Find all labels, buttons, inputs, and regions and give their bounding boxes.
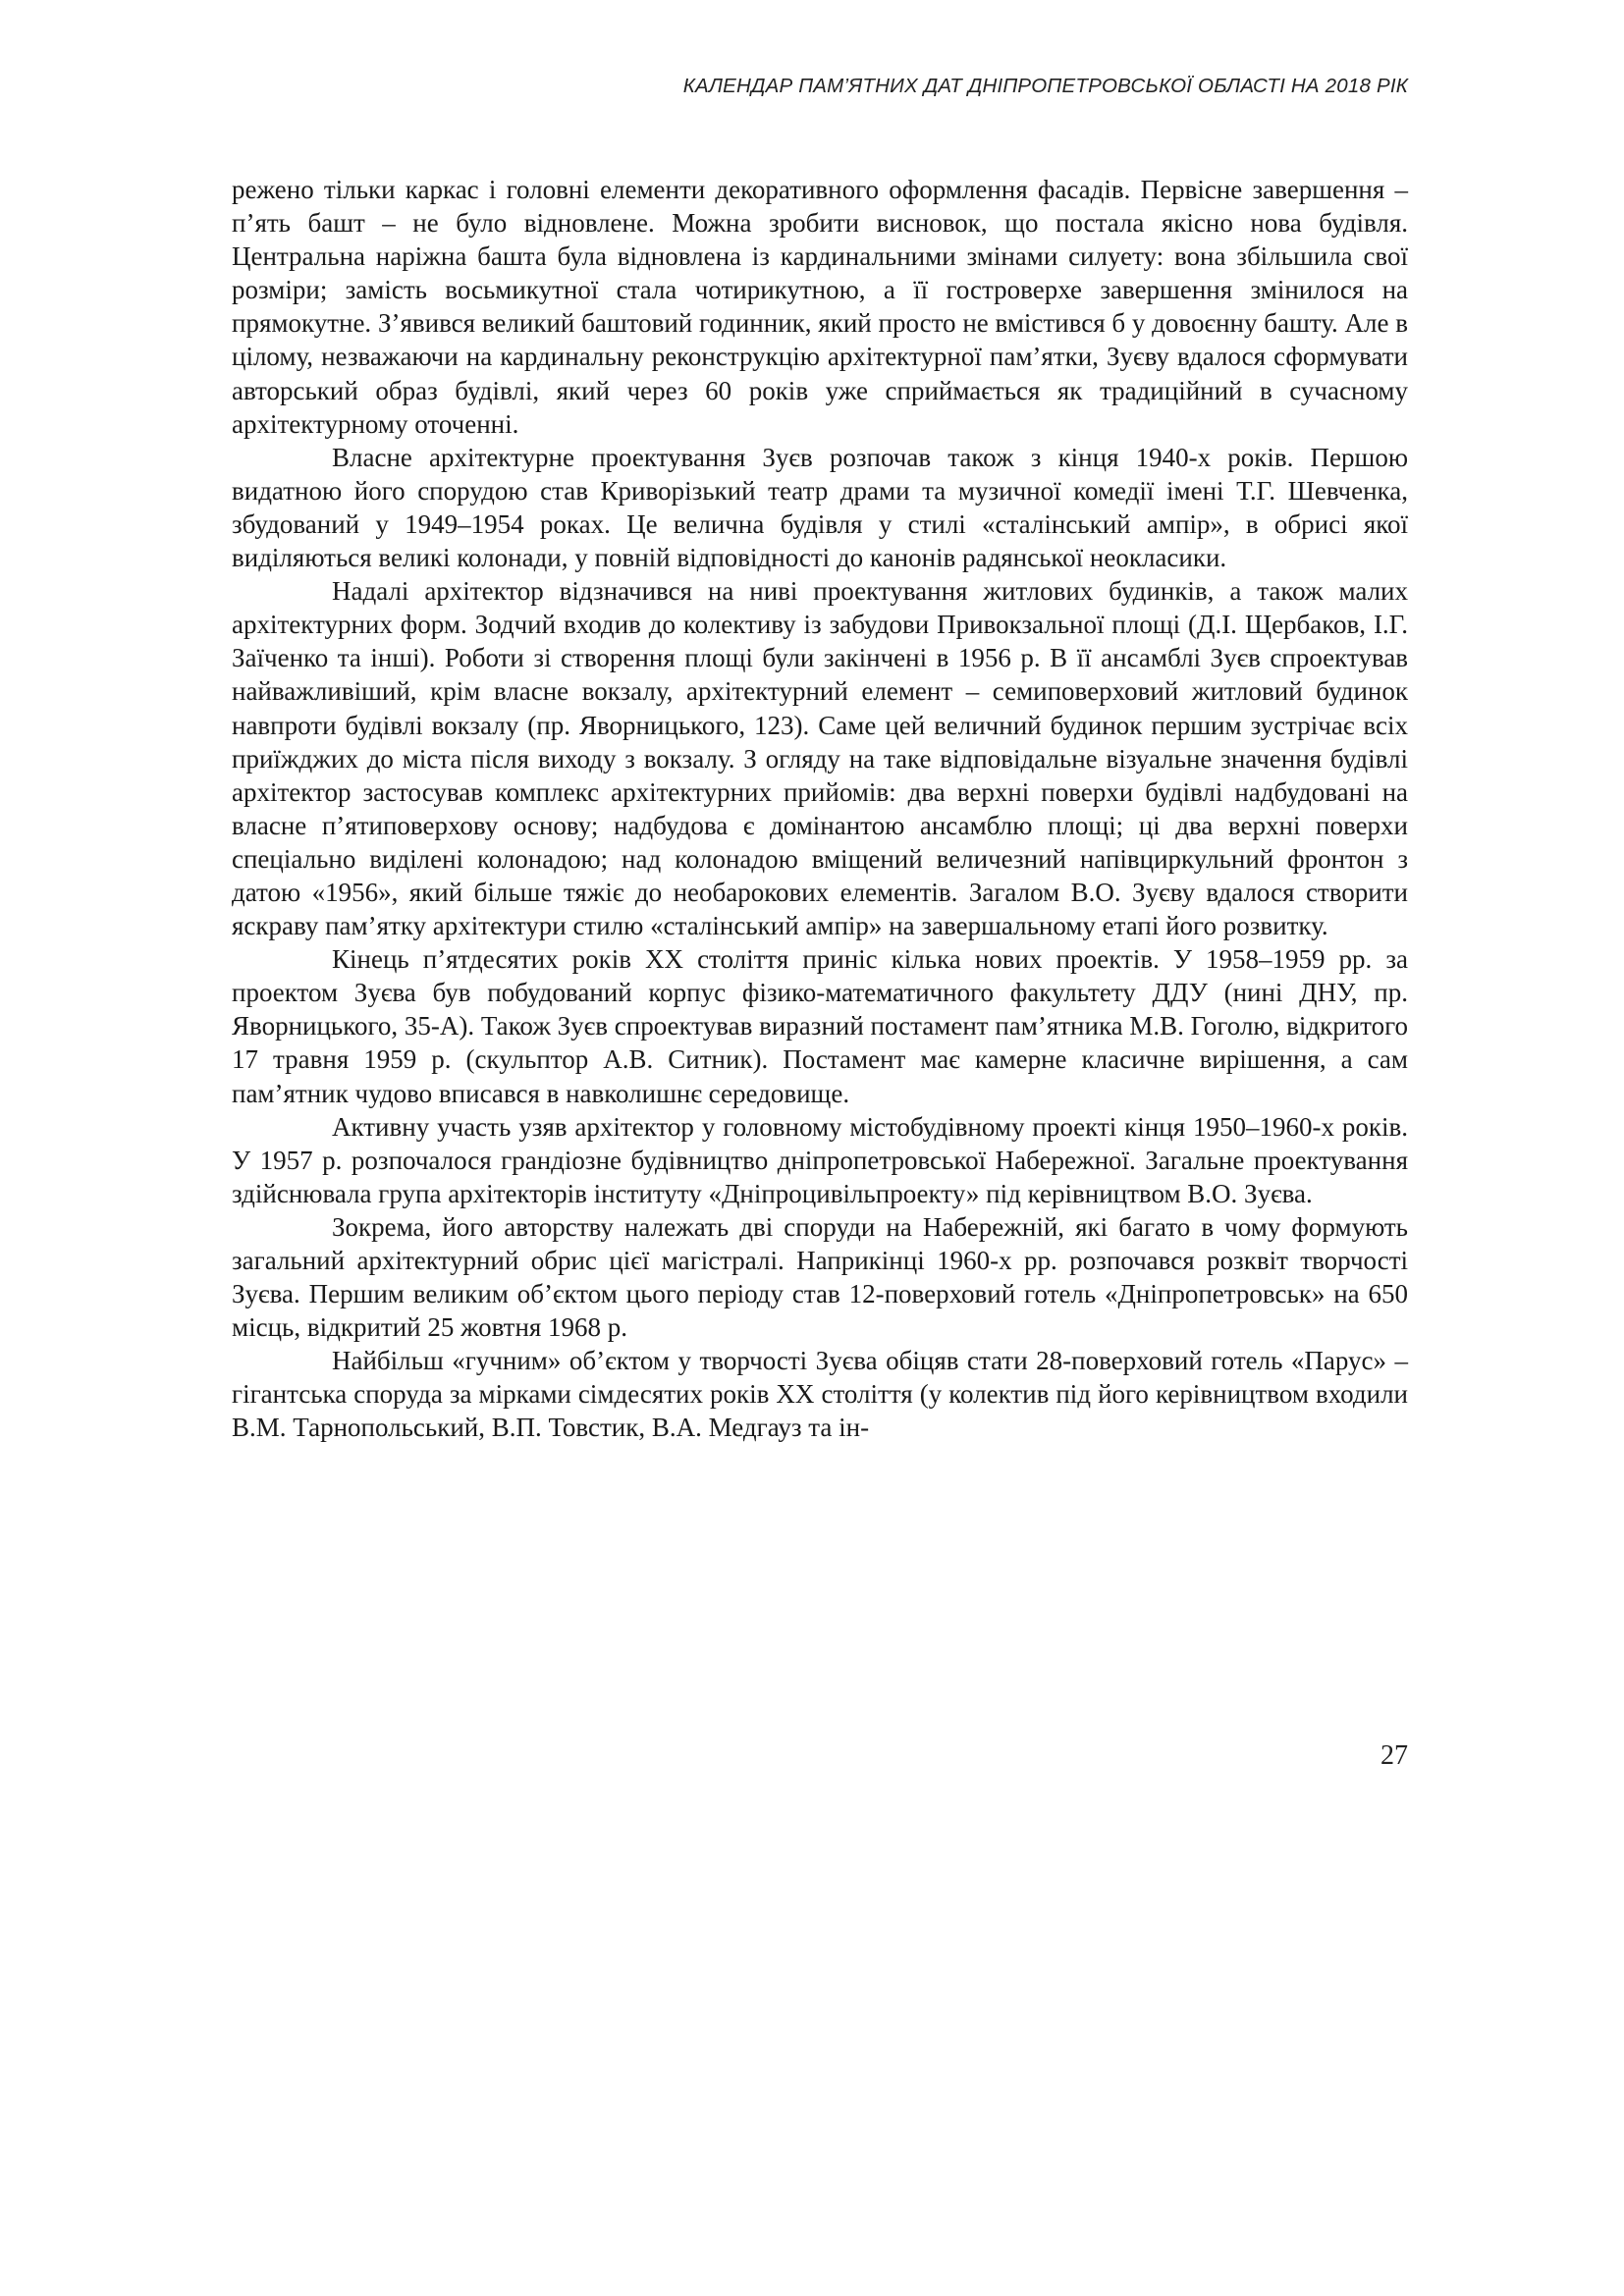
paragraph: Надалі архітектор відзначився на ниві проектування житлових будинків, а також малих архітектурних форм. Зодчий входив до колективу із забудови Привокзальної площі (Д.І. Щербаков, І.Г. Заїченко та інші). Роботи зі створення площі були закінчені в 1956 р. В її ансамблі Зуєв спроектував найважливіший, крім власне вокзалу, архітектурний елемент – семиповерховий житловий будинок навпроти будівлі вокзалу (пр. Яворницького, 123). Саме цей величний будинок першим зустрічає всіх приїжджих до міста після виходу з вокзалу. З огляду на таке відповідальне візуальне значення будівлі архітектор застосував комплекс архітектурних прийомів: два верхні поверхи будівлі надбудовані на власне п’ятиповерхову основу; надбудова є домінантою ансамблю площі; ці два верхні поверхи спеціально виділені колонадою; над колонадою вміщений величезний напівциркульний фронтон з датою «1956», який більше тяжіє до необарокових елементів. Загалом В.О. Зуєву вдалося створити яскраву пам’ятку архітектури стилю «сталінський ампір» на завершальному етапі його розвитку. [232, 576, 1408, 941]
article-body [232, 173, 1408, 1445]
paragraph: Кінець п’ятдесятих років ХХ століття приніс кілька нових проектів. У 1958–1959 рр. за проектом Зуєва був побудований корпус фізико-математичного факультету ДДУ (нині ДНУ, пр. Яворницького, 35-А). Також Зуєв спроектував виразний постамент пам’ятника М.В. Гоголю, відкритого 17 травня 1959 р. (скульптор А.В. Ситник). Постамент має камерне класичне вирішення, а сам пам’ятник чудово вписався в навколишнє середовище. [232, 944, 1408, 1108]
running-header: КАЛЕНДАР ПАМ’ЯТНИХ ДАТ ДНІПРОПЕТРОВСЬКОЇ ОБЛАСТІ НА 2018 РІК [682, 75, 1408, 97]
paragraph: Власне архітектурне проектування Зуєв розпочав також з кінця 1940-х років. Першою видатною його спорудою став Криворізький театр драми та музичної комедії імені Т.Г. Шевченка, збудований у 1949–1954 роках. Це велична будівля у стилі «сталінський ампір», в обрисі якої виділяються великі колонади, у повній відповідності до канонів радянської неокласики. [232, 442, 1408, 573]
page-number: 27 [1380, 1740, 1408, 1771]
paragraph: режено тільки каркас і головні елементи декоративного оформлення фасадів. Первісне завершення – п’ять башт – не було відновлене. Можна зробити висновок, що постала якісно нова будівля. Центральна наріжна башта була відновлена із кардинальними змінами силуету: вона збільшила свої розміри; замість восьмикутної стала чотирикутною, а її гостроверхе завершення змінилося на прямокутне. З’явився великий баштовий годинник, який просто не вмістився б у довоєнну башту. Але в цілому, незважаючи на кардинальну реконструкцію архітектурної пам’ятки, Зуєву вдалося сформувати авторський образ будівлі, який через 60 років уже сприймається як традиційний в сучасному архітектурному оточенні. [232, 175, 1408, 439]
paragraph: Активну участь узяв архітектор у головному містобудівному проекті кінця 1950–1960-х років. У 1957 р. розпочалося грандіозне будівництво дніпропетровської Набережної. Загальне проектування здійснювала група архітекторів інституту «Дніпроцивільпроекту» під керівництвом В.О. Зуєва. [232, 1111, 1408, 1208]
paragraph: Зокрема, його авторству належать дві споруди на Набережній, які багато в чому формують загальний архітектурний обрис цієї магістралі. Наприкінці 1960-х рр. розпочався розквіт творчості Зуєва. Першим великим об’єктом цього періоду став 12-поверховий готель «Дніпропетровськ» на 650 місць, відкритий 25 жовтня 1968 р. [232, 1211, 1408, 1343]
paragraph: Найбільш «гучним» об’єктом у творчості Зуєва обіцяв стати 28-поверховий готель «Парус» – гігантська споруда за мірками сімдесятих років ХХ століття (у колектив під його керівництвом входили В.М. Тарнопольський, В.П. Товстик, В.А. Медгауз та ін- [232, 1346, 1408, 1443]
